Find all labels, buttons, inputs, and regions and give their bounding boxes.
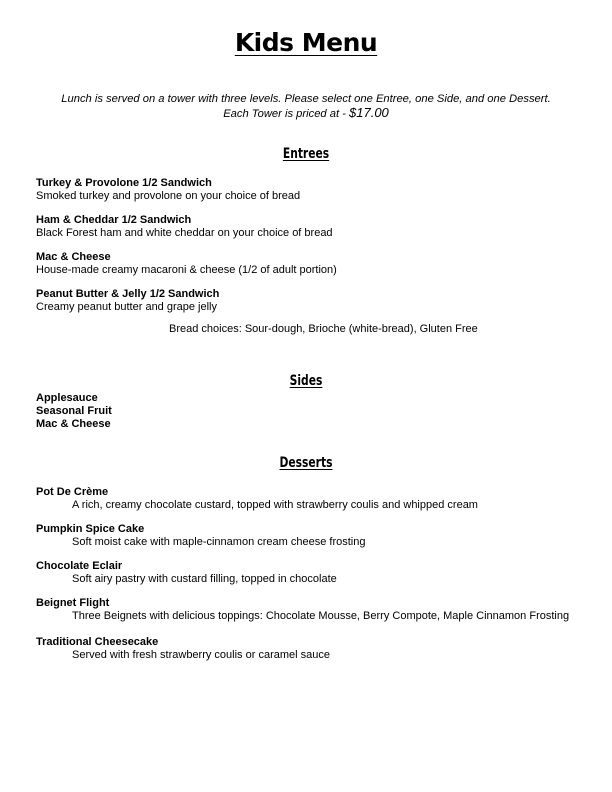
dessert-name: Beignet Flight <box>36 597 110 609</box>
dessert-item <box>36 523 365 548</box>
dessert-item <box>36 560 337 585</box>
entree-item <box>36 251 337 276</box>
desserts-heading <box>46 455 566 471</box>
entree-desc: House-made creamy macaroni & cheese (1/2 of adult portion) <box>36 263 337 276</box>
dessert-desc: Soft airy pastry with custard filling, topped in chocolate <box>72 572 337 585</box>
entrees-heading <box>46 146 566 162</box>
sides-list <box>36 392 112 431</box>
bread-choices-note: Bread choices: Sour-dough, Brioche (white-bread), Gluten Free <box>169 323 478 335</box>
dessert-item <box>36 486 478 511</box>
entree-name: Mac & Cheese <box>36 251 111 263</box>
dessert-name: Traditional Cheesecake <box>36 636 159 648</box>
dessert-desc: Served with fresh strawberry coulis or caramel sauce <box>72 648 330 661</box>
side-item: Applesauce <box>36 392 98 404</box>
dessert-name: Pumpkin Spice Cake <box>36 523 145 535</box>
entree-item <box>36 214 333 239</box>
desserts-heading-text: Desserts <box>279 455 333 471</box>
entree-name: Peanut Butter & Jelly 1/2 Sandwich <box>36 288 220 300</box>
entree-name: Turkey & Provolone 1/2 Sandwich <box>36 177 212 189</box>
dessert-desc: A rich, creamy chocolate custard, topped with strawberry coulis and whipped cream <box>72 498 478 511</box>
dessert-item <box>36 597 569 622</box>
price-value: $17.00 <box>349 105 389 120</box>
entrees-heading-text: Entrees <box>282 146 330 162</box>
dessert-item <box>36 636 330 661</box>
dessert-name: Pot De Crème <box>36 486 109 498</box>
entree-item <box>36 288 219 313</box>
page-title <box>0 28 612 57</box>
entree-desc: Black Forest ham and white cheddar on your choice of bread <box>36 226 333 239</box>
intro-line-1: Lunch is served on a tower with three levels. Please select one Entree, one Side, and one Dessert. <box>61 93 551 105</box>
dessert-name: Chocolate Eclair <box>36 560 123 572</box>
price-label: Each Tower is priced at - <box>223 108 350 120</box>
side-item: Seasonal Fruit <box>36 405 112 417</box>
entree-item <box>36 177 300 202</box>
sides-heading-text: Sides <box>289 373 323 389</box>
entree-desc: Creamy peanut butter and grape jelly <box>36 300 217 313</box>
entree-name: Ham & Cheddar 1/2 Sandwich <box>36 214 192 226</box>
side-item: Mac & Cheese <box>36 418 111 430</box>
entree-desc: Smoked turkey and provolone on your choice of bread <box>36 189 301 202</box>
sides-heading <box>46 373 566 389</box>
title-text: Kids Menu <box>234 28 378 57</box>
intro-text <box>0 92 612 121</box>
dessert-desc: Soft moist cake with maple-cinnamon cream cheese frosting <box>72 535 366 548</box>
dessert-desc: Three Beignets with delicious toppings: Chocolate Mousse, Berry Compote, Maple Cinnamon Frosting <box>72 609 570 622</box>
intro-line-2 <box>0 106 612 121</box>
